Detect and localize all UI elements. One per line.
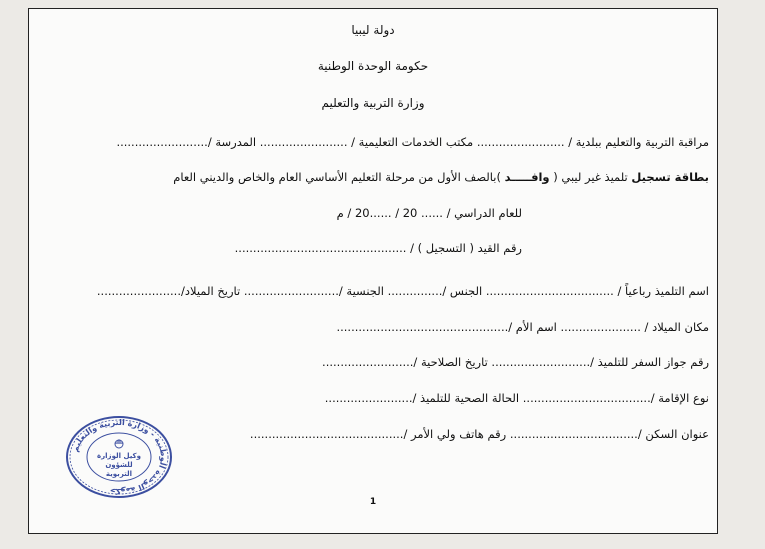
- card-desc-pre: تلميذ غير ليبي (: [553, 170, 628, 184]
- admin-line: مراقبة التربية والتعليم ببلدية / ........................ مكتب الخدمات التعليمية / ........................ المدرسة /.........................: [116, 135, 709, 149]
- country-heading: دولة ليبيا: [351, 23, 395, 37]
- card-desc-post: )بالصف الأول من مرحلة التعليم الأساسي العام والخاص والديني العام: [173, 170, 501, 184]
- ministry-heading: وزارة التربية والتعليم: [321, 96, 425, 110]
- address-line: عنوان السكن /................................... رقم هاتف ولي الأمر /..........................................: [249, 427, 709, 441]
- page-number: 1: [369, 497, 377, 507]
- birth-place-line: مكان الميلاد / ...................... اسم الأم /...............................................: [336, 320, 709, 334]
- student-name-line: اسم التلميذ رباعياً / ................................... الجنس /............... الجنسية /.......................... تاريخ الميلاد/.......................: [96, 284, 709, 298]
- stamp-inner-text: وكيل الوزارة للشؤون التربوية: [97, 452, 141, 478]
- official-stamp: [63, 414, 175, 500]
- stamp-outer-text: حكومة الوحدة الوطنية - وزارة التربية والتعليم: [70, 417, 169, 497]
- document-page: [28, 8, 718, 534]
- card-title-line: [173, 170, 709, 184]
- government-heading: حكومة الوحدة الوطنية: [317, 59, 429, 73]
- card-title: بطاقة تسجيل: [631, 170, 709, 184]
- card-wafid: وافـــــد: [504, 170, 550, 184]
- residence-line: نوع الإقامة /................................... الحالة الصحية للتلميذ /........................: [324, 391, 709, 405]
- registration-number-field: رقم القيد ( التسجيل ) / ...............................................: [234, 241, 522, 255]
- passport-line: رقم جواز السفر للتلميذ /........................... تاريخ الصلاحية /.........................: [322, 355, 709, 369]
- school-year-field: للعام الدراسي / ...... 20 / ......20 / م: [336, 206, 522, 220]
